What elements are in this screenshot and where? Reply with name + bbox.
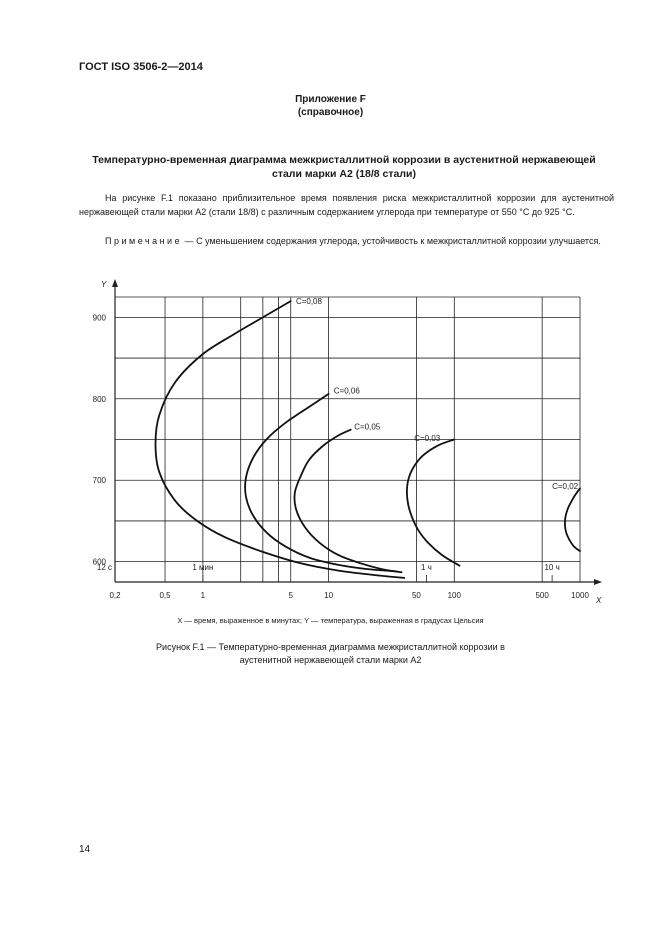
time-marker-label: 1 ч <box>420 563 432 572</box>
x-tick-label: 100 <box>447 591 461 600</box>
x-tick-label: 50 <box>411 591 421 600</box>
appendix-subtitle: (справочное) <box>297 107 364 118</box>
x-tick-label: 0,5 <box>159 591 171 600</box>
time-marker-label: 12 с <box>96 563 112 572</box>
curve-005 <box>294 430 401 573</box>
x-tick-label: 10 <box>324 591 334 600</box>
caption-line1: Рисунок F.1 — Температурно-временная диаграмма межкристаллитной коррозии в <box>156 642 505 652</box>
page-number: 14 <box>79 844 91 855</box>
x-tick-label: 5 <box>288 591 293 600</box>
x-tick-label: 1 <box>200 591 206 600</box>
section-title-line1: Температурно-временная диаграмма межкристаллитной коррозии в аустенитной нержавеющей <box>92 154 596 166</box>
chart-axes <box>112 279 602 585</box>
x-tick-label: 0,2 <box>109 591 121 600</box>
standard-code: ГОСТ ISO 3506-2—2014 <box>79 61 203 73</box>
curve-label: C=0,05 <box>354 422 381 432</box>
note-label: Примечание <box>105 236 183 246</box>
curve-label: C=0,03 <box>414 433 441 443</box>
y-axis-arrow <box>112 279 118 287</box>
axis-legend: X — время, выраженное в минутах; Y — температура, выраженная в градусах Цельсия <box>177 616 484 625</box>
x-tick-label: 500 <box>535 591 549 600</box>
chart-labels <box>101 280 602 605</box>
figure-caption <box>0 641 661 667</box>
curve-label: C=0,06 <box>333 386 360 396</box>
curve-003 <box>407 440 460 566</box>
chart-grid <box>115 297 580 582</box>
section-title-line2: стали марки А2 (18/8 стали) <box>271 168 416 180</box>
curve-002 <box>565 488 580 551</box>
caption-line2: аустенитной нержавеющей стали марки А2 <box>239 655 422 665</box>
body-paragraph: На рисунке F.1 показано приблизительное время появления риска межкристаллитной коррозии для аустенитной нержавеющей стали марки А2 (стали 18/8) с различным содержанием углерода при температуре от 550 °С до 925 °С. <box>79 193 614 217</box>
x-axis-arrow <box>594 579 602 585</box>
time-marker-label: 10 ч <box>544 563 560 572</box>
note-text: — С уменьшением содержания углерода, устойчивость к межкристаллитной коррозии улучшается. <box>182 236 601 246</box>
y-tick-label: 700 <box>92 476 106 486</box>
y-tick-label: 900 <box>92 313 106 323</box>
x-tick-label: 1000 <box>571 591 589 600</box>
curve-label: C=0,02 <box>552 481 579 491</box>
x-axis-title: X <box>596 596 602 605</box>
time-marker-label: 1 мин <box>192 563 214 572</box>
y-axis-title: Y <box>101 280 107 289</box>
y-tick-label: 600 <box>92 557 106 567</box>
appendix-title: Приложение F <box>295 94 366 105</box>
curve-label: C=0,08 <box>295 297 322 307</box>
y-tick-label: 800 <box>92 394 106 404</box>
